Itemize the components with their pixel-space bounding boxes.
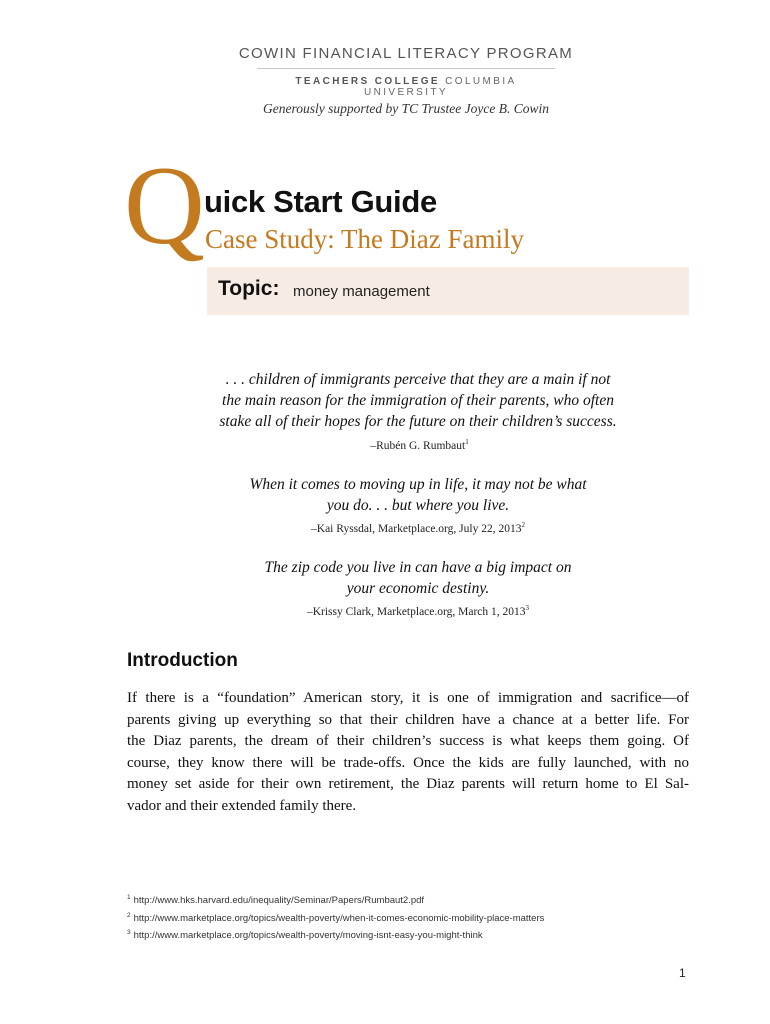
title-initial: Q	[124, 144, 205, 268]
introduction-heading: Introduction	[127, 650, 238, 671]
header-divider	[257, 68, 555, 69]
footnote-2[interactable]	[127, 909, 544, 927]
footnote-3[interactable]	[127, 926, 544, 944]
body-line: course, they know there will be trade-offs. Once the kids are fully launched, with no	[127, 754, 689, 771]
quote-1	[140, 369, 696, 432]
body-line: the Diaz parents, the dream of their children’s success is what keeps them going. Of	[127, 733, 689, 749]
topic-label: Topic:	[218, 277, 280, 300]
quote-line: The zip code you live in can have a big impact on	[264, 559, 572, 576]
attribution-text: –Krissy Clark, Marketplace.org, March 1, 2013	[306, 605, 526, 618]
program-name: COWIN FINANCIAL LITERACY PROGRAM	[238, 45, 574, 62]
footnote-link[interactable]: http://www.hks.harvard.edu/inequality/Seminar/Papers/Rumbaut2.pdf	[133, 895, 425, 907]
footnote-number: 1	[127, 894, 131, 901]
quote-3-attribution	[140, 604, 696, 618]
footnote-number: 2	[127, 911, 131, 919]
page-number: 1	[679, 966, 686, 980]
footnote-ref: 2	[521, 521, 525, 529]
footnotes	[127, 891, 544, 944]
topic-box	[207, 267, 689, 315]
college-name	[257, 76, 555, 98]
topic-value: money management	[293, 283, 430, 300]
quote-1-attribution	[140, 438, 696, 452]
footnote-link[interactable]: http://www.marketplace.org/topics/wealth-poverty/when-it-comes-economic-mobility-place-matters	[133, 912, 545, 924]
quote-3	[140, 557, 696, 599]
body-line: If there is a “foundation” American story, it is one of immigration and sacrifice—of	[127, 690, 689, 706]
college-name-bold: TEACHERS COLLEGE	[295, 76, 440, 87]
quote-2-attribution	[140, 521, 696, 535]
quote-line: you do. . . but where you live.	[326, 497, 510, 514]
quote-line: the main reason for the immigration of their parents, who often	[222, 392, 614, 409]
footnote-1[interactable]	[127, 891, 544, 909]
attribution-text: –Kai Ryssdal, Marketplace.org, July 22, 2013	[311, 522, 522, 535]
college-name-rest: COLUMBIA UNIVERSITY	[363, 76, 517, 98]
body-line: parents giving up everything so that their children have a chance at a better life. For	[127, 711, 689, 728]
body-line: vador and their extended family there.	[127, 797, 357, 814]
footnote-ref: 3	[525, 604, 530, 612]
footnote-number: 3	[127, 929, 131, 937]
page-subtitle: Case Study: The Diaz Family	[205, 224, 524, 254]
body-line: money set aside for their own retirement, the Diaz parents will return home to El Sal-	[127, 776, 689, 792]
quote-line: When it comes to moving up in life, it may not be what	[249, 476, 587, 493]
introduction-body	[127, 688, 689, 817]
quote-line: your economic destiny.	[346, 580, 490, 597]
footnote-link[interactable]: http://www.marketplace.org/topics/wealth-poverty/moving-isnt-easy-you-might-think	[133, 930, 483, 942]
footnote-ref: 1	[465, 438, 469, 446]
page-title: uick Start Guide	[204, 184, 437, 219]
quote-2	[140, 474, 696, 516]
quote-line: . . . children of immigrants perceive that they are a main if not	[225, 371, 611, 388]
support-line: Generously supported by TC Trustee Joyce B. Cowin	[263, 101, 549, 116]
attribution-text: –Rubén G. Rumbaut	[370, 439, 466, 452]
quote-line: stake all of their hopes for the future on their children’s success.	[219, 413, 617, 430]
